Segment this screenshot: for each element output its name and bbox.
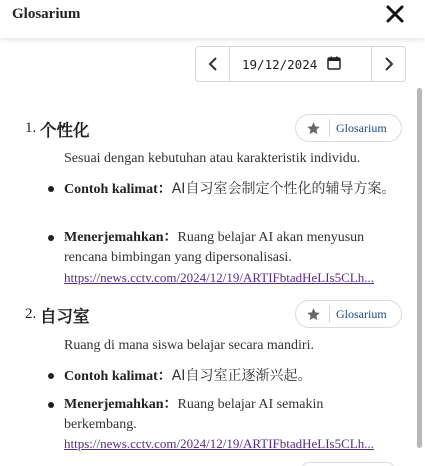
scrollbar-thumb[interactable] (417, 88, 422, 448)
close-button[interactable] (384, 3, 406, 25)
add-to-glossary-button[interactable] (295, 114, 402, 142)
button-divider (329, 305, 330, 323)
example-sentence (64, 366, 396, 387)
entry-definition: Ruang di mana siswa belajar secara mandiri. (64, 338, 314, 353)
star-icon (306, 307, 321, 322)
entry-number: 1. (25, 120, 37, 136)
entry-definition: Sesuai dengan kebutuhan atau karakteristik individu. (64, 151, 361, 166)
add-to-glossary-button[interactable] (295, 300, 402, 328)
bullet (48, 186, 54, 192)
translation (64, 228, 396, 268)
bullet (48, 402, 54, 408)
example-label: Contoh kalimat： (64, 369, 172, 384)
previous-date-button[interactable] (196, 47, 230, 81)
bullet (48, 235, 54, 241)
star-icon (306, 121, 321, 136)
translation-label: Menerjemahkan： (64, 397, 178, 412)
entry-number: 2. (25, 306, 37, 322)
page-title: Glosarium (12, 6, 81, 22)
close-icon (384, 3, 406, 25)
chevron-left-icon (207, 56, 219, 72)
source-link[interactable]: https://news.cctv.com/2024/12/19/ARTIFbtadHeLIs5CLh... (64, 270, 374, 285)
entry-term: 自习室 (40, 307, 90, 326)
date-input[interactable] (230, 47, 371, 81)
glossary-header (0, 0, 425, 38)
example-sentence (64, 179, 396, 200)
bullet (48, 373, 54, 379)
button-divider (329, 119, 330, 137)
example-text: AI自习室正逐渐兴起。 (171, 368, 312, 384)
glossary-button-label: Glosarium (336, 120, 387, 135)
example-label: Contoh kalimat： (64, 182, 172, 197)
translation (64, 395, 396, 435)
next-entry-button-partial[interactable] (300, 462, 396, 466)
calendar-icon[interactable] (327, 56, 341, 73)
next-date-button[interactable] (371, 47, 405, 81)
source-link[interactable]: https://news.cctv.com/2024/12/19/ARTIFbtadHeLIs5CLh... (64, 436, 374, 451)
date-navigator (195, 46, 406, 82)
glossary-button-label: Glosarium (336, 306, 387, 321)
translation-text: Ruang belajar AI semakin berkembang. (64, 397, 324, 432)
chevron-right-icon (383, 56, 395, 72)
entry-term: 个性化 (40, 121, 90, 140)
translation-label: Menerjemahkan： (64, 230, 178, 245)
translation-text: Ruang belajar AI akan menyusun rencana bimbingan yang dipersonalisasi. (64, 230, 365, 265)
example-text: AI自习室会制定个性化的辅导方案。 (171, 181, 396, 197)
date-value: 19/12/2024 (242, 56, 318, 72)
